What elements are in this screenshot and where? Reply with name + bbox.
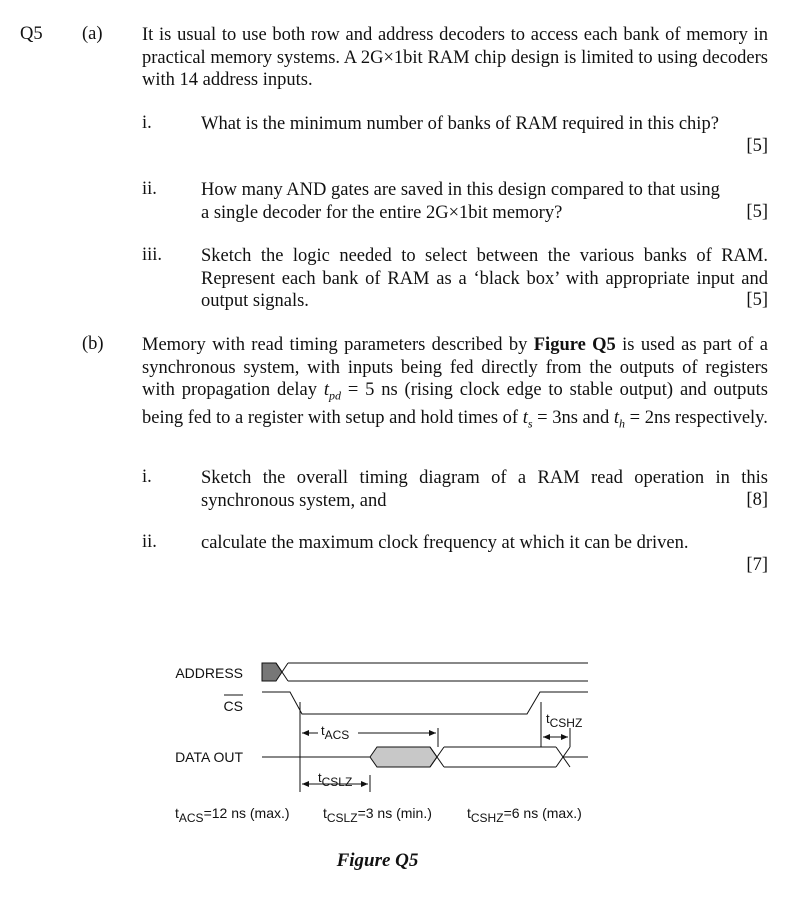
question-number: Q5 xyxy=(20,24,43,44)
address-signal-label: ADDRESS xyxy=(175,665,243,681)
data-out-signal-label: DATA OUT xyxy=(175,749,243,765)
item-a-i-text: What is the minimum number of banks of RAM required in this chip? xyxy=(201,114,719,134)
item-a-i-number: i. xyxy=(142,113,152,133)
t-acs-label: tACS xyxy=(321,723,350,742)
cs-waveform xyxy=(262,692,588,714)
item-a-iii-number: iii. xyxy=(142,245,163,265)
part-b-label: (b) xyxy=(82,334,104,354)
item-b-i-number: i. xyxy=(142,467,152,487)
item-b-i-mark: [8] xyxy=(746,490,768,510)
data-out-waveform xyxy=(262,747,588,767)
t-cshz-label: tCSHZ xyxy=(546,711,583,730)
figure-caption: Figure Q5 xyxy=(336,850,419,871)
item-a-iii-text: Sketch the logic needed to select between the various banks of RAM. Represent each bank of RAM as a ‘black box’ with appropriate input and output signals. xyxy=(201,246,768,311)
t-cshz-arrow xyxy=(543,734,568,740)
t-cslz-param: tCSLZ=3 ns (min.) xyxy=(323,805,432,825)
t-cslz-label: tCSLZ xyxy=(318,770,353,789)
item-a-ii-mark: [5] xyxy=(746,202,768,222)
cs-signal-label: CS xyxy=(223,698,243,714)
figure-reference: Figure Q5 xyxy=(533,335,616,355)
item-a-iii-mark: [5] xyxy=(746,290,768,310)
item-b-i-text: Sketch the overall timing diagram of a RAM read operation in this synchronous system, and xyxy=(201,468,768,511)
item-b-ii-text: calculate the maximum clock frequency at which it can be driven. xyxy=(201,533,689,553)
item-a-ii-text: How many AND gates are saved in this design compared to that using a single decoder for the entire 2G×1bit memory? xyxy=(201,180,720,223)
item-b-ii-number: ii. xyxy=(142,532,157,552)
item-a-i-mark: [5] xyxy=(746,136,768,156)
part-a-label: (a) xyxy=(82,24,103,44)
part-b-intro: Memory with read timing parameters described by Figure Q5 is used as part of a synchronous system, with inputs being fed directly from the outputs of registers with propagation delay $t_{pd} = 5$ ns (rising clock edge to stable output) and outputs being fed to a register with setup and hold times of $t_s = 3ns$ and $t_h = 2ns$ respectively. xyxy=(142,335,768,431)
item-a-ii-number: ii. xyxy=(142,179,157,199)
address-waveform xyxy=(262,663,588,681)
timing-diagram xyxy=(0,640,805,840)
item-b-ii-mark: [7] xyxy=(746,555,768,575)
part-a-intro: It is usual to use both row and address decoders to access each bank of memory in practical memory systems. A 2G×1bit RAM chip design is limited to using decoders with 14 address inputs. xyxy=(142,25,768,90)
t-cshz-param: tCSHZ=6 ns (max.) xyxy=(467,805,582,825)
t-acs-param: tACS=12 ns (max.) xyxy=(175,805,290,825)
